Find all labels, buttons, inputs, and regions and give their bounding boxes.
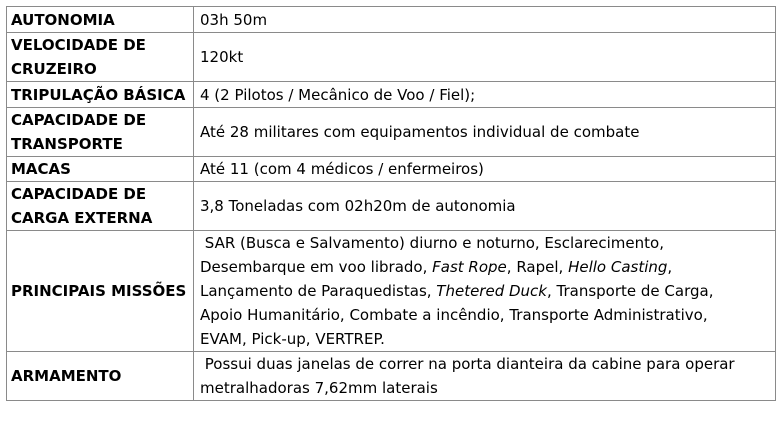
row-label: [7, 33, 194, 82]
row-label-line: CAPACIDADE DE: [11, 185, 147, 203]
table-row-carga-externa: [7, 182, 776, 231]
row-value-text: 4 (2 Pilotos / Mecânico de Voo / Fiel);: [200, 85, 476, 104]
value-segment: SAR (Busca e Salvamento) diurno e noturno, Esclarecimento,: [204, 234, 664, 252]
value-segment: Apoio Humanitário, Combate a incêndio, Transporte Administrativo,: [200, 306, 708, 324]
row-value: [194, 7, 776, 33]
value-segment: Lançamento de Paraquedistas,: [200, 282, 437, 300]
table-row-capacidade-transporte: [7, 108, 776, 157]
row-label: [7, 231, 194, 352]
row-label-text: AUTONOMIA: [11, 10, 115, 29]
row-value: [194, 82, 776, 108]
row-label-text: ARMAMENTO: [11, 367, 122, 385]
value-line: Possui duas janelas de correr na porta dianteira da cabine para operar: [204, 355, 735, 373]
row-label-text: MACAS: [11, 160, 71, 178]
row-label-line: TRANSPORTE: [11, 135, 123, 153]
row-label: [7, 352, 194, 401]
row-label: [7, 7, 194, 33]
row-value-text: 03h 50m: [200, 10, 268, 29]
row-value-text: Até 11 (com 4 médicos / enfermeiros): [200, 160, 484, 178]
row-label: [7, 108, 194, 157]
value-segment: ,: [667, 258, 673, 276]
row-label: [7, 82, 194, 108]
row-value: [194, 182, 776, 231]
value-segment: , Rapel,: [506, 258, 569, 276]
value-segment: EVAM, Pick-up, VERTREP.: [200, 330, 385, 348]
table-row-tripulacao: [7, 82, 776, 108]
value-segment-italic: Fast Rope: [432, 258, 507, 276]
row-value: [194, 108, 776, 157]
table-row-macas: [7, 157, 776, 182]
row-value: [194, 352, 776, 401]
specifications-table: [6, 6, 776, 401]
row-label-line: CARGA EXTERNA: [11, 209, 153, 227]
row-value: [194, 33, 776, 82]
row-label: [7, 157, 194, 182]
value-segment: , Transporte de Carga,: [546, 282, 714, 300]
row-label-line: VELOCIDADE DE: [11, 36, 146, 54]
value-segment-italic: Hello Casting: [568, 258, 668, 276]
row-label-line: CRUZEIRO: [11, 60, 97, 78]
row-value-text: 120kt: [200, 48, 244, 66]
row-label: [7, 182, 194, 231]
row-label-text: PRINCIPAIS MISSÕES: [11, 282, 187, 300]
row-value-text: Até 28 militares com equipamentos individual de combate: [200, 123, 640, 141]
value-segment: Desembarque em voo librado,: [200, 258, 433, 276]
table-row-velocidade: [7, 33, 776, 82]
value-segment-italic: Thetered Duck: [436, 282, 547, 300]
table-row-principais-missoes: [7, 231, 776, 352]
row-value-text: 3,8 Toneladas com 02h20m de autonomia: [200, 197, 516, 215]
row-label-line: CAPACIDADE DE: [11, 111, 147, 129]
row-value: [194, 231, 776, 352]
table-row-autonomia: [7, 7, 776, 33]
row-label-text: TRIPULAÇÃO BÁSICA: [11, 85, 186, 104]
table-row-armamento: [7, 352, 776, 401]
row-value: [194, 157, 776, 182]
value-line: metralhadoras 7,62mm laterais: [200, 379, 438, 397]
